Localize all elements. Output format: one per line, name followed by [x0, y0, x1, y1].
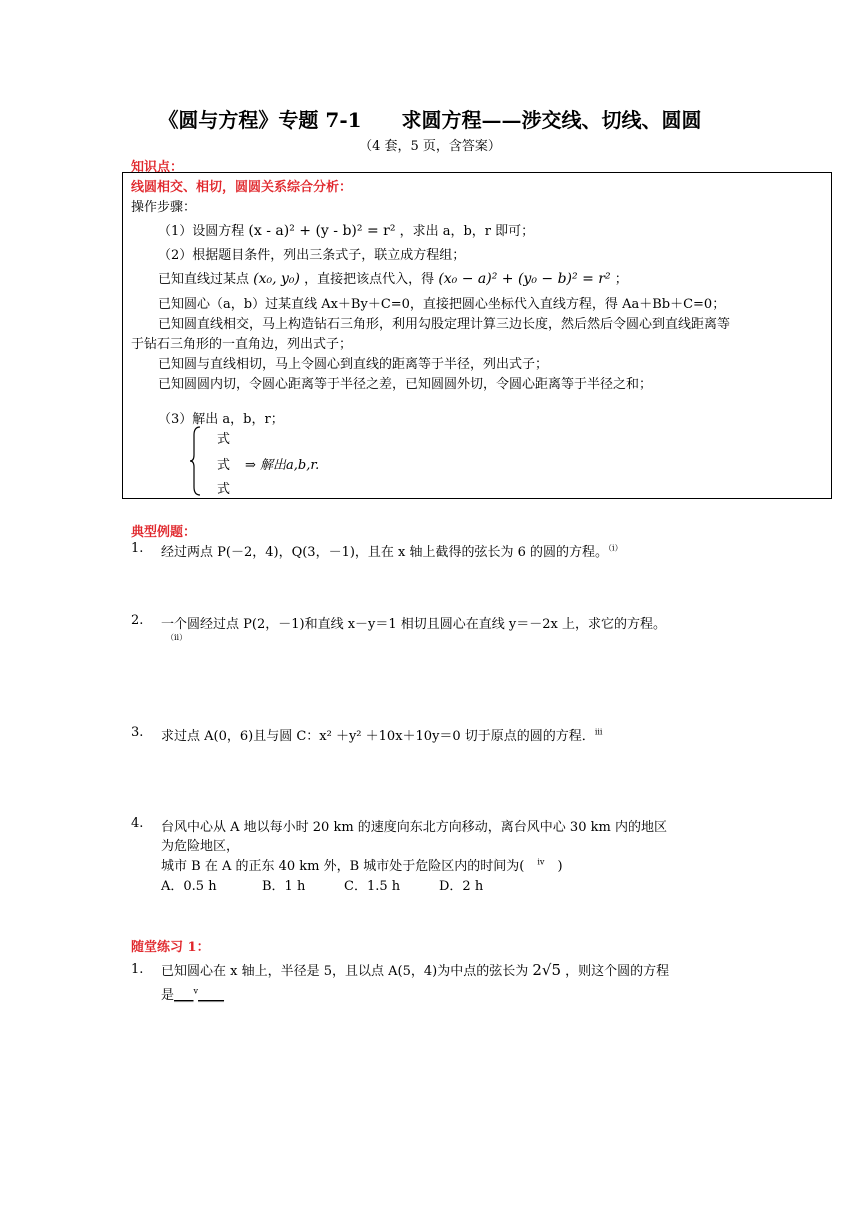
- endnote-marker: iii: [594, 727, 603, 737]
- system-eq-3: 式: [217, 482, 231, 497]
- page-subtitle: （4 套，5 页，含答案）: [359, 139, 501, 154]
- system-brace: [188, 425, 204, 497]
- answer-blank: ___: [174, 988, 194, 1003]
- step1-post: ，求出 a，b，r 即可；: [399, 224, 535, 239]
- practice-1-line1-pre: 已知圆心在 x 轴上，半径是 5，且以点 A(5，4)为中点的弦长为: [161, 964, 529, 979]
- endnote-marker: v: [193, 986, 199, 996]
- examples-heading: 典型例题：: [131, 525, 197, 540]
- page-title: 《圆与方程》专题 7-1 求圆方程——涉交线、切线、圆圆: [158, 108, 702, 132]
- practice-1-line1: [161, 960, 669, 979]
- step1-formula: (x - a)² + (y - b)² = r²: [248, 223, 396, 239]
- example-number: 4.: [131, 816, 144, 831]
- line-point-formula: (x₀, y₀): [253, 271, 301, 287]
- practice-heading: 随堂练习 1：: [131, 940, 210, 955]
- option-c: C．1.5 h: [344, 879, 401, 894]
- line-point-rule: [158, 268, 628, 287]
- example-4-line3: [161, 855, 563, 874]
- example-4-line3-post: ): [544, 859, 563, 874]
- example-3-line1: 求过点 A(0，6)且与圆 C：x² ＋y² ＋10x＋10y＝0 切于原点的圆的方程．: [161, 729, 595, 744]
- practice-1-line2: [161, 984, 224, 1003]
- circles-rule: 已知圆圆内切，令圆心距离等于半径之差，已知圆圆外切，令圆心距离等于半径之和；: [158, 377, 653, 392]
- example-number: 3.: [131, 725, 144, 740]
- example-number: 1.: [131, 541, 144, 556]
- practice-1-formula: 2√5: [532, 961, 562, 979]
- example-4-line3-pre: 城市 B 在 A 的正东 40 km 外，B 城市处于危险区内的时间为(: [161, 859, 538, 874]
- step1: [158, 220, 534, 239]
- intersect-rule-line1: 已知圆直线相交，马上构造钻石三角形，利用勾股定理计算三边长度，然后然后令圆心到直线距离等: [158, 317, 731, 332]
- step1-pre: （1）设圆方程: [158, 224, 245, 239]
- example-3-text: [161, 725, 603, 744]
- practice-1-line1-post: ，则这个圆的方程: [565, 964, 670, 979]
- option-b: B．1 h: [262, 879, 306, 894]
- steps-label: 操作步骤：: [131, 200, 197, 215]
- step2: （2）根据题目条件，列出三条式子，联立成方程组；: [158, 248, 466, 263]
- tangent-rule: 已知圆与直线相切，马上令圆心到直线的距离等于半径，列出式子；: [158, 357, 549, 372]
- endnote-marker: iv: [537, 857, 545, 867]
- endnote-marker: （ii）: [166, 633, 188, 642]
- line-point-formula2: (x₀ − a)² + (y₀ − b)² = r²: [438, 271, 611, 287]
- example-4-line2: 为危险地区，: [161, 839, 240, 854]
- knowledge-heading: 知识点：: [131, 160, 184, 175]
- option-a: A．0.5 h: [161, 879, 217, 894]
- intersect-rule-line2: 于钻石三角形的一直角边，列出式子；: [131, 337, 353, 352]
- example-4-line1: 台风中心从 A 地以每小时 20 km 的速度向东北方向移动，离台风中心 30 km 内的地区: [161, 820, 667, 835]
- line-point-post: ；: [614, 272, 628, 287]
- center-line-rule: 已知圆心（a，b）过某直线 Ax＋By＋C=0，直接把圆心坐标代入直线方程，得 Aa＋Bb＋C=0；: [158, 297, 726, 312]
- system-result: ⇒ 解出a,b,r.: [245, 458, 320, 473]
- box-heading: 线圆相交、相切，圆圆关系综合分析：: [131, 180, 353, 195]
- system-eq-2: 式: [217, 458, 231, 473]
- line-point-pre: 已知直线过某点: [158, 272, 250, 287]
- option-d: D．2 h: [439, 879, 484, 894]
- practice-1-line2-pre: 是: [161, 988, 175, 1003]
- system-eq-1: 式: [217, 432, 231, 447]
- answer-blank: ____: [198, 988, 225, 1003]
- practice-number: 1.: [131, 962, 144, 977]
- step3: （3）解出 a，b，r；: [158, 412, 284, 427]
- example-number: 2.: [131, 613, 144, 628]
- example-1-text: [161, 541, 623, 560]
- example-2-line1: 一个圆经过点 P(2，－1)和直线 x－y＝1 相切且圆心在直线 y＝－2x 上，求它的方程。: [161, 617, 666, 632]
- example-1-line1: 经过两点 P(－2，4)，Q(3，－1)，且在 x 轴上截得的弦长为 6 的圆的方程。: [161, 545, 609, 560]
- line-point-mid: ，直接把该点代入，得: [304, 272, 435, 287]
- endnote-marker: （i）: [608, 543, 623, 553]
